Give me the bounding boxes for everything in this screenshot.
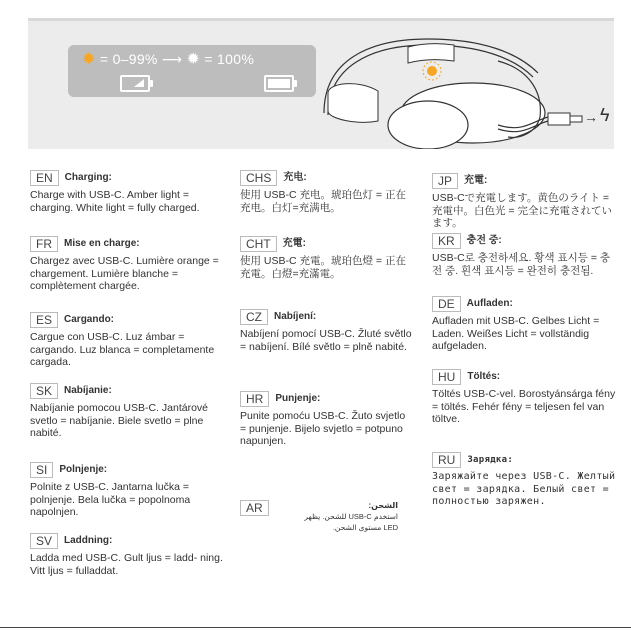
section-title: Aufladen: (466, 297, 513, 309)
section-body: Aufladen mit USB-C. Gelbes Licht = Laden. Weißes Licht = vollständig aufgeladen. (432, 315, 600, 352)
range-full-label: = 100% (204, 51, 255, 67)
lang-code: AR (240, 500, 269, 516)
section-body: 使用 USB-C 充電。琥珀色燈 = 正在充電。白燈=充滿電。 (240, 255, 406, 280)
section-body: Заряжайте через USB-C. Желтый свет = зарядка. Белый свет = полностью заряжен. (432, 471, 616, 507)
section-title: Laddning: (64, 534, 113, 546)
section-title: Зарядка: (467, 454, 514, 465)
section-body: Polnite z USB-C. Jantarna lučka = polnjenje. Bela lučka = popolnoma napolnjen. (30, 481, 191, 518)
cable-arrow-icon: → (584, 109, 598, 125)
section-body: USB-Cで充電します。黄色のライト = 充電中。白色光 = 完全に充電されています。 (432, 192, 612, 229)
section-title: Nabíjanie: (64, 384, 112, 396)
section-title: 充電: (464, 174, 488, 186)
lang-code: DE (432, 296, 461, 312)
section-fr (30, 236, 228, 293)
section-body: استخدم USB-C للشحن. يظهر LED مستوى الشحن. (304, 512, 398, 532)
section-title: Punjenje: (275, 392, 321, 404)
lang-code: CHT (240, 236, 277, 252)
power-bolt-icon: ϟ (600, 105, 610, 125)
lang-code: HU (432, 369, 461, 385)
lang-code: ES (30, 312, 58, 328)
section-en (30, 170, 228, 214)
lang-code: KR (432, 233, 461, 249)
section-title: 충전 중: (466, 234, 502, 246)
section-body: Nabíjení pomocí USB-C. Žluté světlo = nabíjení. Bílé světlo = plně nabité. (240, 328, 412, 353)
section-title: 充电: (283, 171, 307, 183)
section-sk (30, 383, 228, 440)
section-title: Nabíjení: (274, 310, 317, 322)
section-jp (432, 173, 620, 230)
headset-illustration (28, 21, 614, 149)
charging-illustration (28, 18, 614, 149)
section-es (30, 312, 228, 369)
lang-code: JP (432, 173, 458, 189)
section-title: Polnjenje: (59, 463, 108, 475)
section-body: Cargue con USB-C. Luz ámbar = cargando. Luz blanca = completamente cargada. (30, 331, 215, 368)
lang-code: SK (30, 383, 58, 399)
white-light-icon: ✹ (186, 51, 201, 69)
section-cz (240, 309, 412, 353)
section-body: Ladda med USB-C. Gult ljus = ladd- ning. Vitt ljus = fulladdat. (30, 552, 223, 577)
lang-code: RU (432, 452, 461, 468)
lang-code: FR (30, 236, 58, 252)
amber-light-icon: ✹ (82, 51, 96, 69)
section-title: الشحن: (368, 501, 398, 510)
section-ar (240, 500, 412, 533)
section-si (30, 462, 228, 519)
arrow-icon: ⟶ (161, 51, 183, 67)
section-hu (432, 369, 620, 426)
section-title: Töltés: (467, 370, 501, 382)
section-title: Cargando: (64, 313, 115, 325)
section-title: Charging: (64, 171, 112, 183)
section-body: Nabíjanie pomocou USB-C. Jantárové svetlo = nabíjanie. Biele svetlo = plne nabité. (30, 402, 209, 439)
section-body: Töltés USB-C-vel. Borostyánsárga fény = töltés. Fehér fény = teljesen fel van töltve. (432, 388, 616, 425)
section-body: Punite pomoću USB-C. Žuto svjetlo = punjenje. Bijelo svjetlo = potpuno napunjen. (240, 410, 406, 447)
lang-code: SI (30, 462, 53, 478)
section-body: 使用 USB-C 充电。琥珀色灯 = 正在充电。白灯=充满电。 (240, 189, 406, 214)
section-ru (432, 452, 622, 509)
section-cht (240, 236, 412, 280)
section-de (432, 296, 620, 353)
lang-code: SV (30, 533, 58, 549)
section-hr (240, 391, 412, 448)
section-body: USB-C로 충전하세요. 황색 표시등 = 충전 중. 흰색 표시등 = 완전히 충전됨. (432, 252, 611, 277)
range-low-label: = 0–99% (99, 51, 158, 67)
lang-code: EN (30, 170, 59, 186)
lang-code: CZ (240, 309, 268, 325)
section-title: 充電: (282, 237, 307, 249)
section-sv (30, 533, 228, 577)
section-kr (432, 233, 620, 277)
section-title: Mise en charge: (64, 237, 140, 249)
section-body: Chargez avec USB-C. Lumière orange = chargement. Lumière blanche = complètement chargée. (30, 255, 219, 292)
footer-divider (0, 627, 631, 628)
lang-code: HR (240, 391, 269, 407)
section-chs (240, 170, 412, 214)
lang-code: CHS (240, 170, 277, 186)
section-body: Charge with USB-C. Amber light = charging. White light = fully charged. (30, 189, 200, 214)
